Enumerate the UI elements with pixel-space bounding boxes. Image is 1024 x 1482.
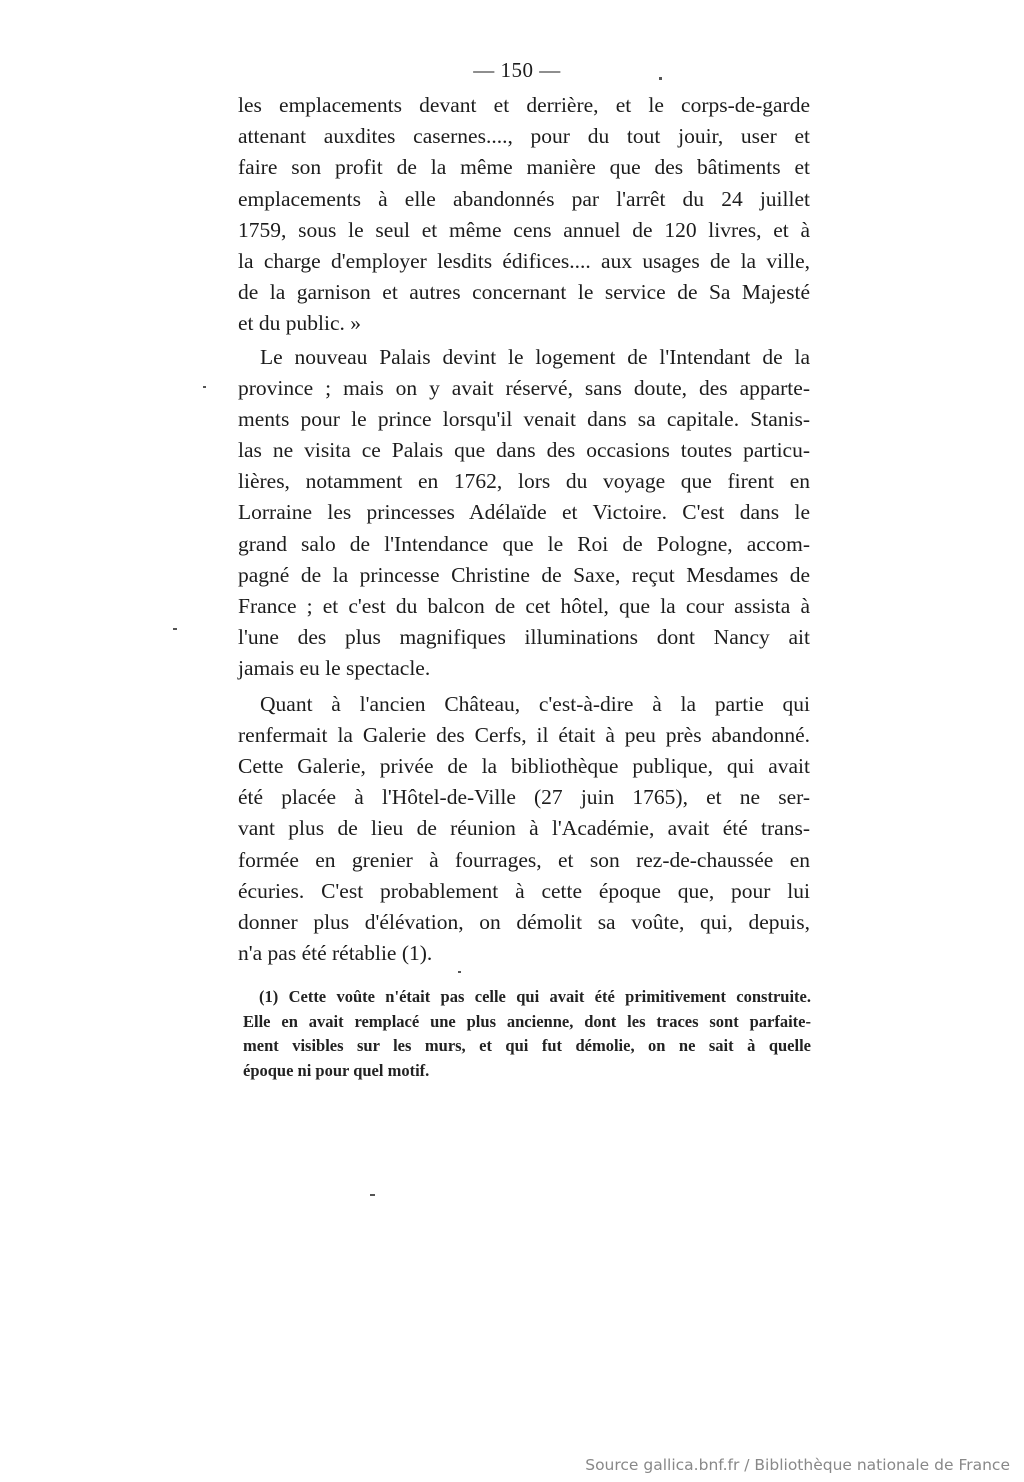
source-credit: Source gallica.bnf.fr / Bibliothèque nationale de France (585, 1456, 1010, 1474)
paragraph-2 (238, 342, 810, 685)
text-line: 1759, sous le seul et même cens annuel de 120 livres, et à (238, 217, 810, 242)
scan-speck (203, 386, 206, 388)
paragraph-3 (238, 689, 810, 970)
text-line: la charge d'employer lesdits édifices.... aux usages de la ville, (238, 248, 810, 273)
text-line: les emplacements devant et derrière, et le corps-de-garde (238, 93, 810, 117)
text-line: Le nouveau Palais devint le logement de l'Intendant de la (260, 344, 810, 369)
text-line: France ; et c'est du balcon de cet hôtel, que la cour assista à (238, 594, 810, 618)
body-text (238, 90, 810, 969)
text-line: écuries. C'est probablement à cette époque que, pour lui (238, 878, 810, 903)
text-line: las ne visita ce Palais que dans des occasions toutes particu- (238, 438, 810, 463)
scan-speck (173, 628, 177, 630)
text-line: jamais eu le spectacle. (238, 656, 431, 681)
text-line: et du public. » (238, 311, 362, 336)
text-line: formée en grenier à fourrages, et son rez-de-chaussée en (238, 847, 810, 872)
text-line: été placée à l'Hôtel-de-Ville (27 juin 1765), et ne ser- (238, 785, 810, 810)
scan-speck (370, 1194, 375, 1196)
text-line: pagné de la princesse Christine de Saxe, reçut Mesdames de (238, 562, 810, 587)
text-line: Lorraine les princesses Adélaïde et Victoire. C'est dans le (238, 500, 810, 525)
footnote-line: ment visibles sur les murs, et qui fut démolie, on ne sait à quelle (243, 1036, 811, 1055)
text-line: grand salo de l'Intendance que le Roi de Pologne, accom- (238, 531, 810, 556)
text-line: Quant à l'ancien Château, c'est-à-dire à la partie qui (260, 691, 810, 716)
text-line: province ; mais on y avait réservé, sans doute, des apparte- (238, 375, 810, 400)
text-line: ments pour le prince lorsqu'il venait dans sa capitale. Stanis- (238, 406, 810, 431)
scan-speck (458, 971, 461, 973)
text-line: attenant auxdites casernes...., pour du tout jouir, user et (238, 124, 810, 149)
footnote-line: (1) Cette voûte n'était pas celle qui avait été primitivement construite. (259, 987, 811, 1006)
text-line: faire son profit de la même manière que des bâtiments et (238, 155, 810, 180)
text-line: de la garnison et autres concernant le service de Sa Majesté (238, 280, 810, 305)
text-line: l'une des plus magnifiques illuminations dont Nancy ait (238, 625, 810, 650)
text-line: lières, notamment en 1762, lors du voyage que firent en (238, 469, 810, 494)
page-number: — 150 — (473, 58, 561, 82)
text-line: emplacements à elle abandonnés par l'arrêt du 24 juillet (238, 186, 810, 211)
text-line: renfermait la Galerie des Cerfs, il était à peu près abandonné. (238, 722, 810, 747)
text-line: n'a pas été rétablie (1). (238, 941, 433, 966)
scan-speck (659, 77, 662, 80)
text-line: Cette Galerie, privée de la bibliothèque publique, qui avait (238, 753, 810, 778)
footnote (243, 985, 811, 1083)
paragraph-1 (238, 90, 810, 340)
text-line: vant plus de lieu de réunion à l'Académie, avait été trans- (238, 816, 810, 841)
footnote-line: Elle en avait remplacé une plus ancienne, dont les traces sont parfaite- (243, 1011, 811, 1031)
footnote-line: époque ni pour quel motif. (243, 1060, 430, 1080)
text-line: donner plus d'élévation, on démolit sa voûte, qui, depuis, (238, 909, 810, 934)
